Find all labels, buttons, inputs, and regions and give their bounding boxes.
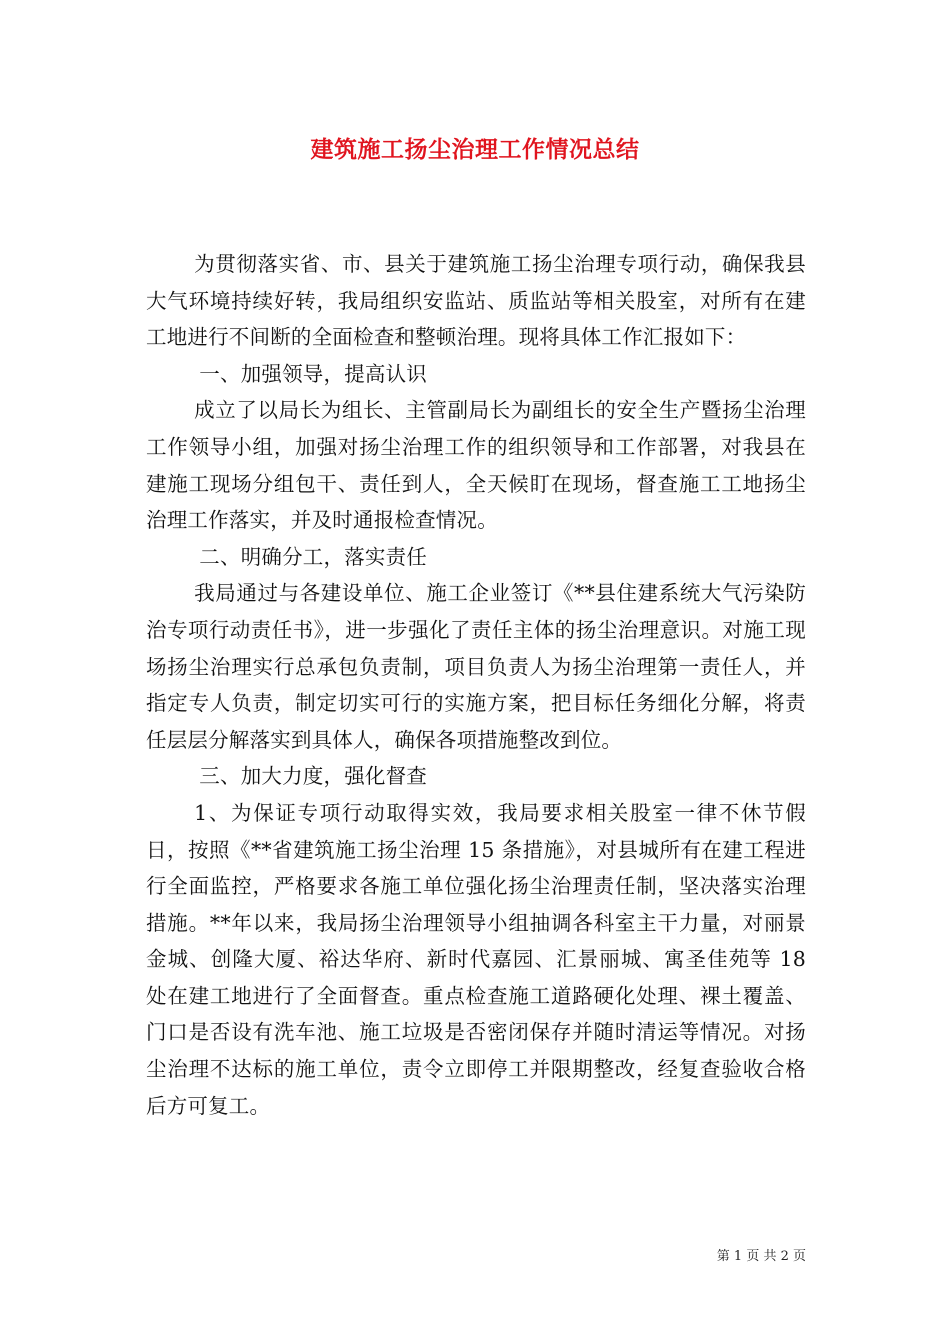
section-1-heading: 一、加强领导，提高认识 — [199, 361, 427, 386]
section-3-paragraph: 1、为保证专项行动取得实效，我局要求相关股室一律不休节假日，按照《**省建筑施工扬尘治理 15 条措施》，对县城所有在建工程进行全面监控，严格要求各施工单位强化扬尘治理责任制，坚决落实治理措施。**年以来，我局扬尘治理领导小组抽调各科室主干力量，对丽景金城、创隆大厦、裕达华府、新时代嘉园、汇景丽城、寓圣佳苑等 18 处在建工地进行了全面督查。重点检查施工道路硬化处理、裸土覆盖、门口是否设有洗车池、施工垃圾是否密闭保存并随时清运等情况。对扬尘治理不达标的施工单位，责令立即停工并限期整改，经复查验收合格后方可复工。 — [146, 800, 806, 1118]
intro-paragraph: 为贯彻落实省、市、县关于建筑施工扬尘治理专项行动，确保我县大气环境持续好转，我局组织安监站、质监站等相关股室，对所有在建工地进行不间断的全面检查和整顿治理。现将具体工作汇报如下： — [146, 252, 806, 350]
section-2-heading: 二、明确分工，落实责任 — [199, 544, 427, 569]
document-title: 建筑施工扬尘治理工作情况总结 — [310, 136, 640, 163]
page-number: 第 1 页 共 2 页 — [716, 1249, 806, 1264]
document-body — [146, 246, 806, 1124]
section-3-heading: 三、加大力度，强化督查 — [199, 764, 427, 789]
section-2-paragraph: 我局通过与各建设单位、施工企业签订《**县住建系统大气污染防治专项行动责任书》，进一步强化了责任主体的扬尘治理意识。对施工现场扬尘治理实行总承包负责制，项目负责人为扬尘治理第一责任人，并指定专人负责，制定切实可行的实施方案，把目标任务细化分解，将责任层层分解落实到具体人，确保各项措施整改到位。 — [146, 581, 806, 752]
section-1-paragraph: 成立了以局长为组长、主管副局长为副组长的安全生产暨扬尘治理工作领导小组，加强对扬尘治理工作的组织领导和工作部署，对我县在建施工现场分组包干、责任到人，全天候盯在现场，督查施工工地扬尘治理工作落实，并及时通报检查情况。 — [146, 398, 806, 533]
